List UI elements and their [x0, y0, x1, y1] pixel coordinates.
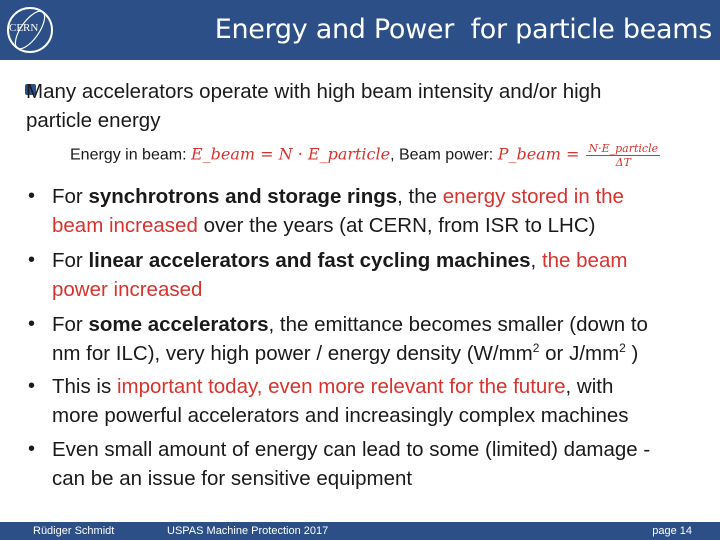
text-span: or J/mm	[539, 342, 620, 365]
bullet-icon: •	[28, 375, 36, 397]
footer-bar	[0, 522, 720, 540]
superscript: 2	[619, 341, 626, 356]
text-span: nm for ILC), very high power / energy density (W/mm	[52, 342, 533, 365]
text-span: ,	[530, 249, 542, 272]
slide-title: Energy and Power for particle beams	[214, 14, 712, 45]
text-span: can be an issue for sensitive equipment	[52, 467, 413, 490]
power-formula-lhs: P_beam =	[497, 144, 585, 164]
bold-text: some accelerators	[88, 313, 269, 336]
superscript: 2	[532, 341, 540, 356]
intro-line-1: Many accelerators operate with high beam intensity and/or high	[26, 80, 602, 103]
bullet-icon: •	[28, 438, 36, 460]
title-bar	[0, 0, 720, 60]
text-span: For	[52, 249, 89, 272]
list-item	[52, 310, 648, 368]
highlight-text: power increased	[52, 278, 203, 301]
text-span: For	[52, 313, 89, 336]
footer-event: USPAS Machine Protection 2017	[167, 525, 329, 537]
energy-formula: E_beam = N · E_particle	[190, 144, 391, 164]
bullet-icon: •	[28, 185, 36, 207]
text-span: This is	[52, 375, 117, 398]
page-number: page 14	[652, 525, 692, 537]
text-span: , the emittance becomes smaller (down to	[268, 313, 648, 336]
text-span: , with	[565, 375, 614, 398]
text-span: Even small amount of energy can lead to some (limited) damage -	[52, 438, 651, 461]
highlight-text: important today, even more relevant for the future	[116, 375, 566, 398]
bullet-icon: •	[28, 249, 36, 271]
logo-text: CERN	[9, 22, 39, 34]
highlight-text: energy stored in the	[442, 185, 624, 208]
highlight-text: the beam	[541, 249, 628, 272]
list-item	[52, 435, 650, 493]
text-span: more powerful accelerators and increasingly complex machines	[52, 404, 629, 427]
text-span: , the	[397, 185, 443, 208]
beam-formulas	[70, 142, 660, 169]
list-item	[52, 372, 629, 430]
footer-author: Rüdiger Schmidt	[33, 525, 115, 537]
power-numerator: N·E_particle	[588, 142, 659, 155]
list-item	[52, 182, 624, 240]
intro-text	[26, 77, 601, 135]
intro-line-2: particle energy	[26, 109, 161, 132]
text-span: )	[625, 342, 639, 365]
bold-text: synchrotrons and storage rings	[88, 185, 398, 208]
cern-logo-icon	[4, 4, 56, 56]
bullet-icon: •	[28, 313, 36, 335]
power-label: , Beam power:	[390, 146, 498, 164]
slide-content	[0, 72, 720, 512]
bold-text: linear accelerators and fast cycling machines	[88, 249, 531, 272]
text-span: For	[52, 185, 89, 208]
power-fraction	[586, 142, 660, 169]
text-span: over the years (at CERN, from ISR to LHC)	[197, 214, 596, 237]
highlight-text: beam increased	[52, 214, 198, 237]
energy-label: Energy in beam:	[70, 146, 191, 164]
power-denominator: ΔT	[615, 156, 631, 169]
list-item	[52, 246, 627, 304]
